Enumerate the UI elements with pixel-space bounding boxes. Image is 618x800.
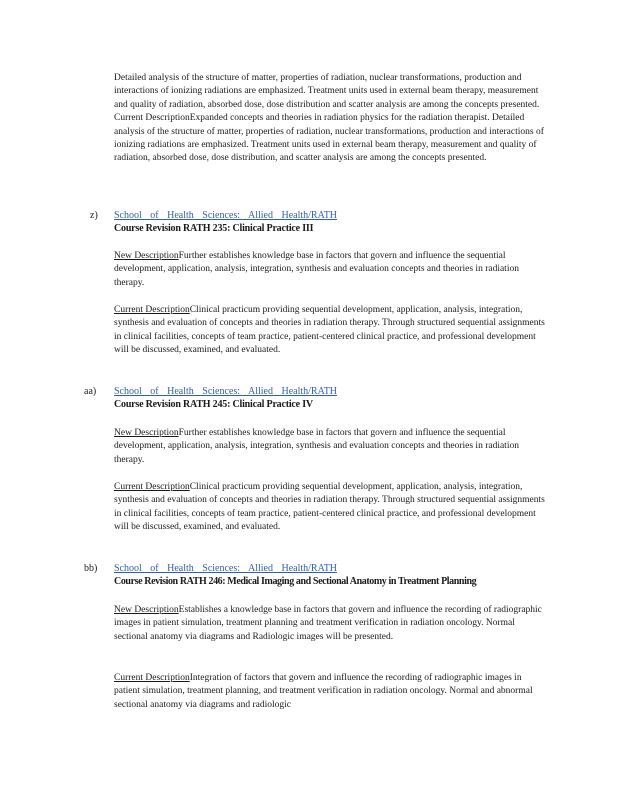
intro-current-label: Current Description (114, 113, 190, 124)
current-description-z (114, 304, 546, 358)
course-title: Course Revision RATH 235: Clinical Practice III (114, 223, 314, 234)
current-description-label: Current Description (114, 482, 190, 492)
new-description-z (114, 250, 546, 290)
new-description-text: Further establishes knowledge base in factors that govern and influence the sequential development, application, analysis, integration, synthesis and evaluation concepts and theories in radiation therapy. (114, 251, 519, 288)
intro-paragraph (114, 72, 546, 166)
intro-current-text: Expanded concepts and theories in radiation physics for the radiation therapist. Detailed analysis of the structure of matter, properties of radiation, nuclear transformations, production and interactions of ionizing radiations are emphasized. Treatment units used in external beam therapy, measurement and quality of radiation, absorbed dose, dose distribution, and scatter analysis are among the concepts presented. (114, 113, 544, 164)
current-description-aa (114, 481, 546, 535)
current-description-text: Integration of factors that govern and influence the recording of radiographic images in patient simulation, treatment planning, and treatment verification in radiation oncology. Normal and abnormal sectional anatomy via diagrams and radiologic (114, 673, 533, 710)
new-description-label: New Description (114, 428, 179, 438)
school-link[interactable]: School of Health Sciences: Allied Health/RATH (114, 563, 338, 574)
course-title: Course Revision RATH 246: Medical Imaging and Sectional Anatomy in Treatment Planning (114, 576, 477, 587)
current-description-label: Current Description (114, 673, 190, 683)
current-description-label: Current Description (114, 305, 190, 315)
new-description-bb (114, 604, 546, 644)
current-description-text: Clinical practicum providing sequential development, application, analysis, integration, synthesis and evaluation of concepts and theories in radiation therapy. Through structured sequential assignments in clinical facilities, concepts of team practice, patient-centered clinical practice, and professional development will be discussed, examined, and evaluated. (114, 305, 545, 356)
new-description-text: Further establishes knowledge base in factors that govern and influence the sequential development, application, analysis, integration, synthesis and evaluation concepts and theories in radiation therapy. (114, 428, 519, 465)
new-description-label: New Description (114, 251, 179, 261)
item-marker: z) (90, 210, 98, 221)
new-description-text: Establishes a knowledge base in factors that govern and influence the recording of radiographic images in patient simulation, treatment planning and treatment verification in radiation oncology. Normal sectional anatomy via diagrams and Radiologic images will be presented. (114, 605, 542, 642)
course-title: Course Revision RATH 245: Clinical Practice IV (114, 399, 313, 410)
current-description-bb (114, 672, 546, 712)
new-description-label: New Description (114, 605, 179, 615)
item-marker: bb) (84, 563, 98, 574)
current-description-text: Clinical practicum providing sequential development, application, analysis, integration, synthesis and evaluation of concepts and theories in radiation therapy. Through structured sequential assignments in clinical facilities, concepts of team practice, patient-centered clinical practice, and professional development will be discussed, examined, and evaluated. (114, 482, 545, 533)
intro-text: Detailed analysis of the structure of matter, properties of radiation, nuclear transformations, production and interactions of ionizing radiations are emphasized. Treatment units used in external beam therapy, measurement and quality of radiation, absorbed dose, dose distribution and scatter analysis are among the concepts presented. (114, 73, 540, 110)
item-marker: aa) (84, 386, 97, 397)
school-link[interactable]: School of Health Sciences: Allied Health/RATH (114, 210, 338, 221)
school-link[interactable]: School of Health Sciences: Allied Health/RATH (114, 386, 338, 397)
new-description-aa (114, 427, 546, 467)
